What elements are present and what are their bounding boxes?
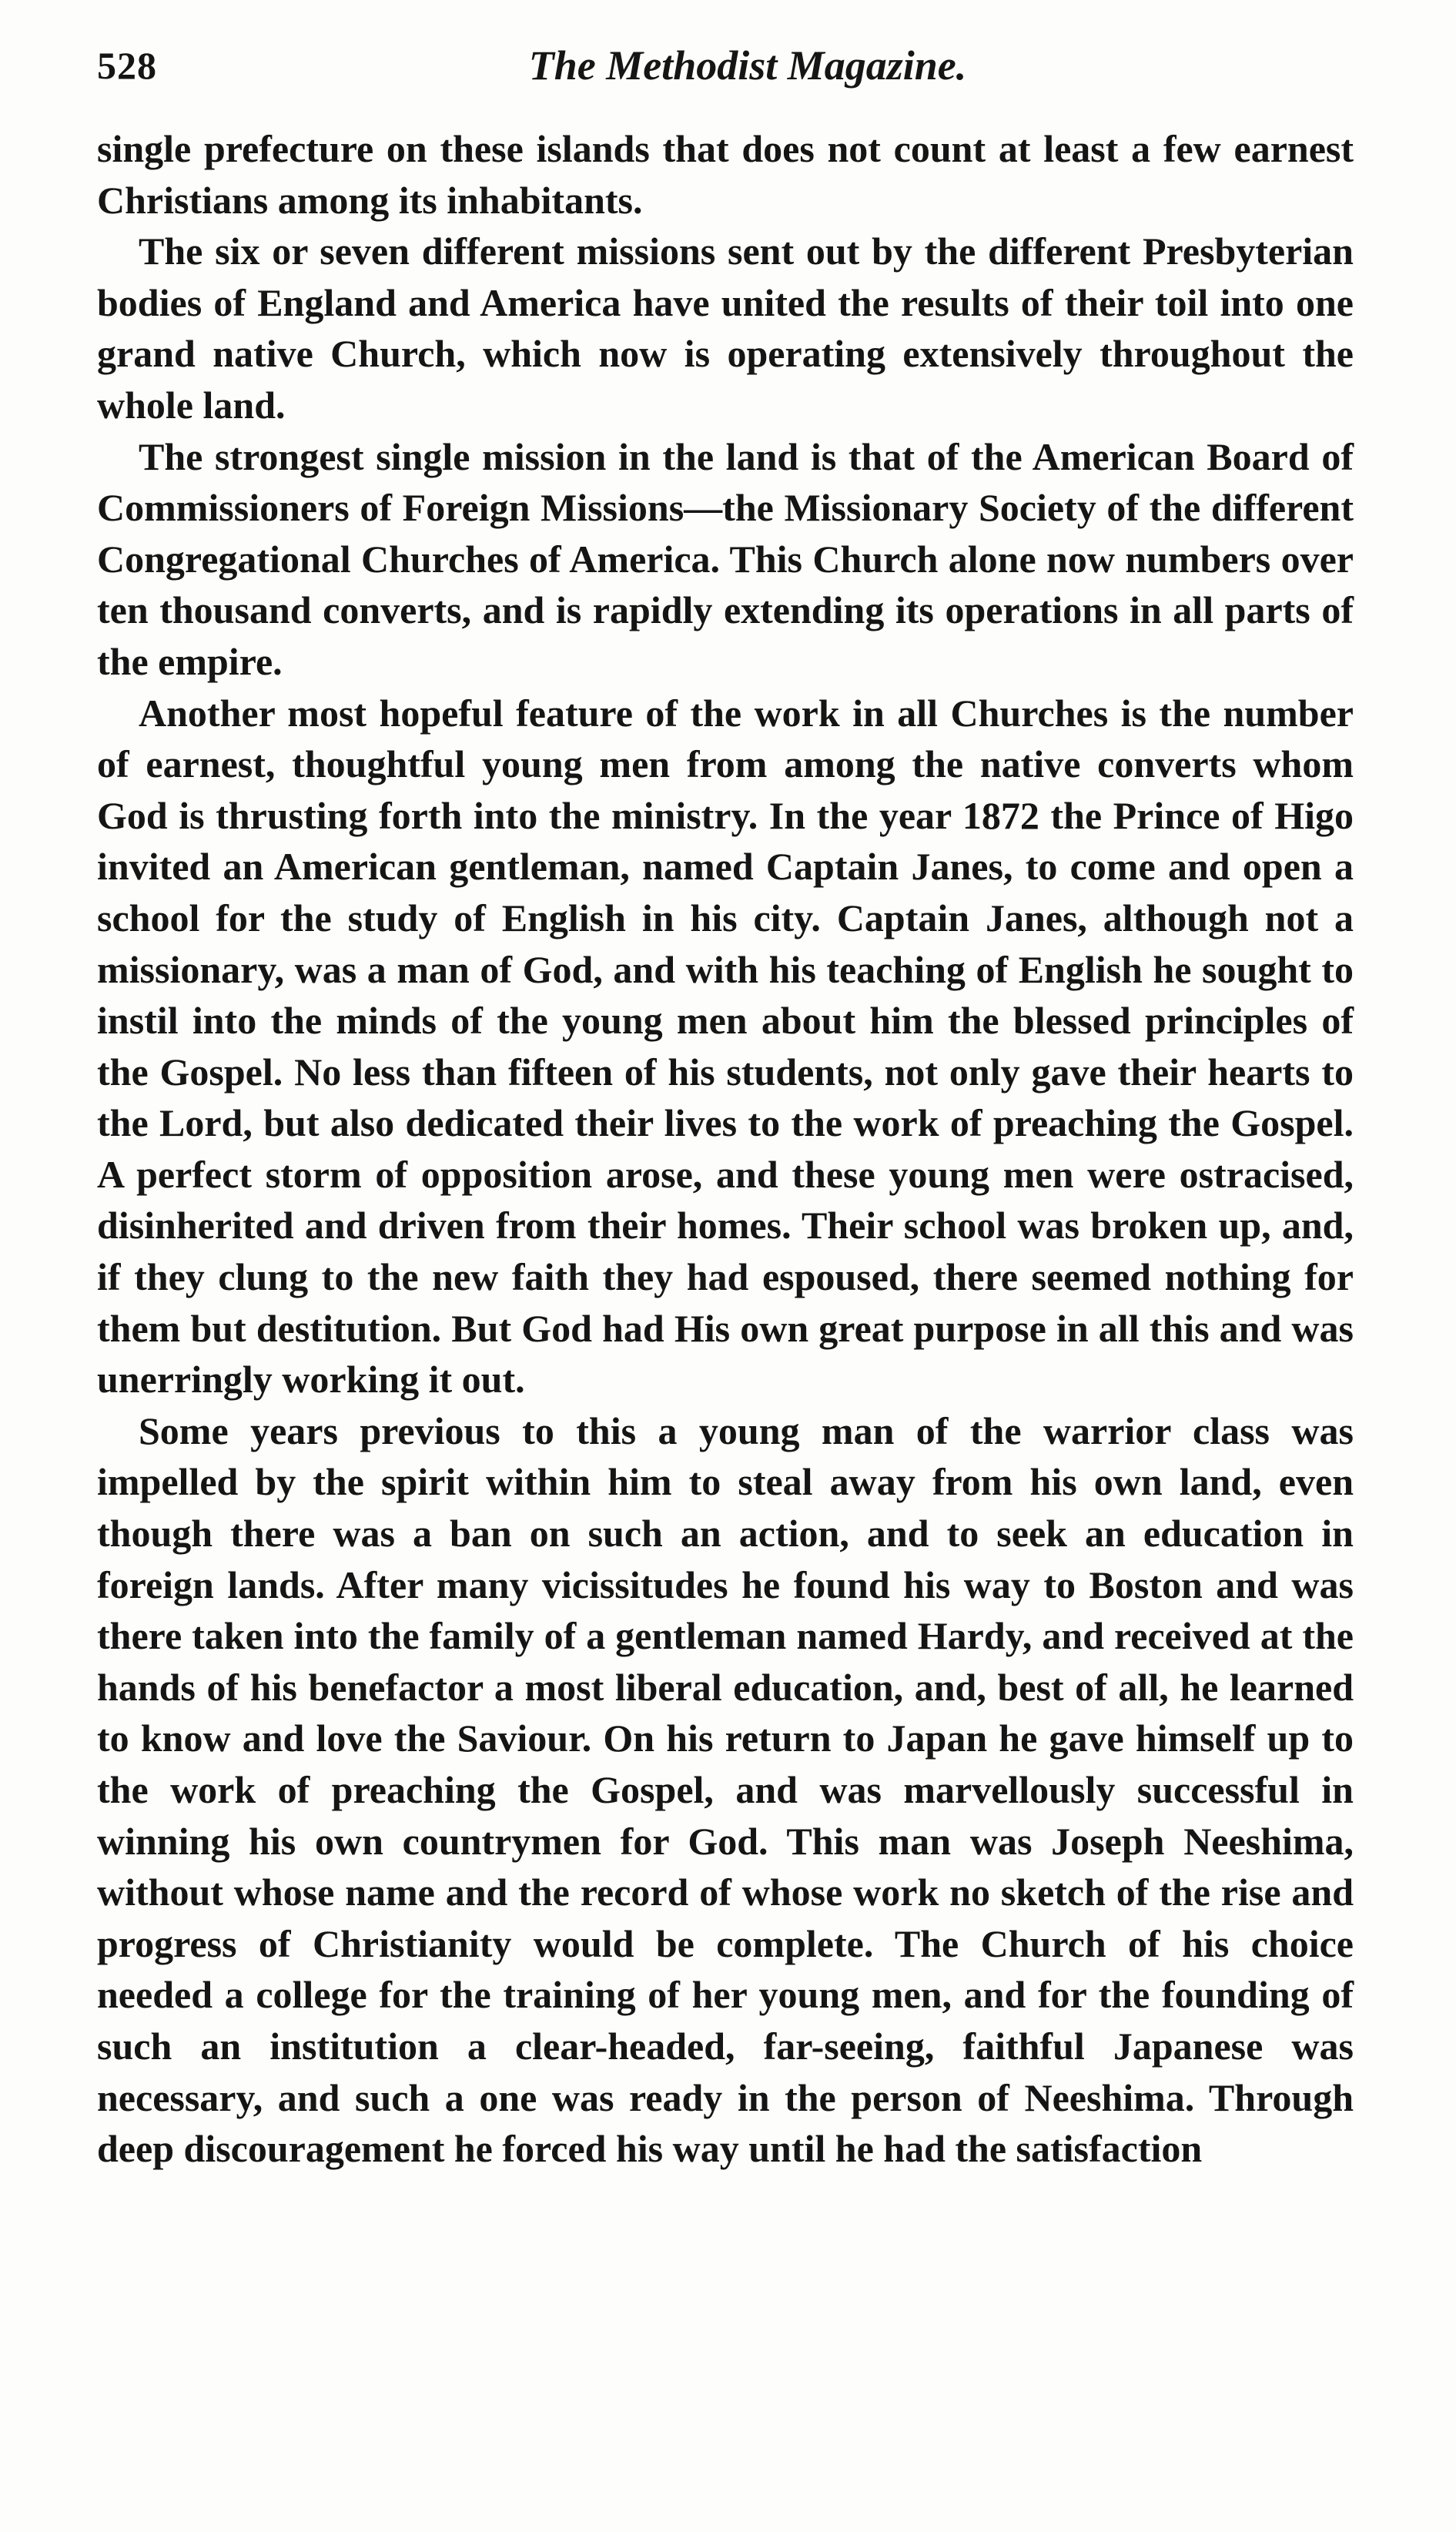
paragraph-neeshima: Some years previous to this a young man of the warrior class was impelled by the spirit within him to steal away from his own land, even though there was a ban on such an action, and to seek an education in foreign lands. After many vicissitudes he found his way to Boston and was there taken into the family of a gentleman named Hardy, and received at the hands of his benefactor a most liberal education, and, best of all, he learned to know and love the Saviour. On his return to Japan he gave himself up to the work of preaching the Gospel, and was marvellously successful in winning his own countrymen for God. This man was Joseph Neeshima, without whose name and the record of whose work no sketch of the rise and progress of Christianity would be complete. The Church of his choice needed a college for the training of her young men, and for the founding of such an institution a clear-headed, far-seeing, faithful Japanese was necessary, and such a one was ready in the person of Neeshima. Through deep discouragement he forced his way until he had the satisfaction [97,1408,1354,2171]
magazine-title: The Methodist Magazine. [528,42,967,89]
body-text [97,123,1354,2175]
paragraph-american-board: The strongest single mission in the land is that of the American Board of Commissioners of Foreign Missions—the Missionary Society of the different Congregational Churches of America. This Church alone now numbers over ten thousand converts, and is rapidly extending its operations in all parts of the empire. [97,434,1354,683]
paragraph-continued: single prefecture on these islands that does not count at least a few earnest Christians among its inhabitants. [97,127,1354,222]
paragraph-captain-janes: Another most hopeful feature of the work in all Churches is the number of earnest, thoughtful young men from among the native converts whom God is thrusting forth into the ministry. In the year 1872 the Prince of Higo invited an American gentleman, named Captain Janes, to come and open a school for the study of English in his city. Captain Janes, although not a missionary, was a man of God, and with his teaching of English he sought to instil into the minds of the young men about him the blessed principles of the Gospel. No less than fifteen of his students, not only gave their hearts to the Lord, but also dedicated their lives to the work of preaching the Gospel. A perfect storm of opposition arose, and these young men were ostracised, disinherited and driven from their homes. Their school was broken up, and, if they clung to the new faith they had espoused, there seemed nothing for them but destitution. But God had His own great purpose in all this and was unerringly working it out. [97,691,1354,1402]
running-head [97,31,1352,100]
page-number: 528 [97,44,157,87]
paragraph-presbyterian-missions: The six or seven different missions sent out by the different Presbyterian bodies of England and America have united the results of their toil into one grand native Church, which now is operating extensively throughout the whole land. [97,229,1354,427]
